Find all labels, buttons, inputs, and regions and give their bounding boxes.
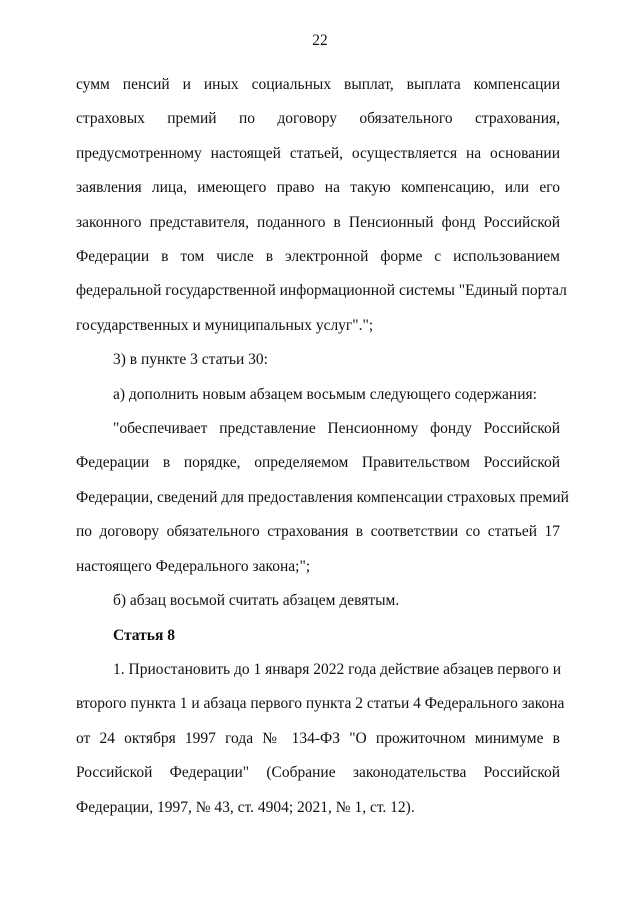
text-line: 1. Приостановить до 1 января 2022 года действие абзацев первого и — [113, 660, 562, 678]
text-line: предусмотренному настоящей статьей, осуществляется на основании — [76, 144, 560, 162]
paragraph-article-8-item-1 — [76, 653, 565, 825]
page-number: 22 — [312, 32, 328, 49]
text-line: Федерации в порядке, определяемом Правительством Российской — [76, 454, 560, 472]
document-body — [76, 68, 569, 825]
paragraph-quoted-text — [76, 412, 569, 584]
text-line: настоящего Федерального закона;"; — [76, 557, 311, 575]
text-line: второго пункта 1 и абзаца первого пункта 2 статьи 4 Федерального закона — [76, 695, 565, 713]
text-line: государственных и муниципальных услуг"."; — [76, 316, 374, 334]
text-line: от 24 октября 1997 года № 134-ФЗ "О прожиточном минимуме в — [76, 729, 560, 747]
paragraph-item-3: 3) в пункте 3 статьи 30: — [113, 351, 268, 369]
text-line: сумм пенсий и иных социальных выплат, выплата компенсации — [76, 76, 560, 93]
article-heading: Статья 8 — [113, 626, 175, 644]
text-line: Федерации в том числе в электронной форме с использованием — [76, 248, 560, 266]
text-line: по договору обязательного страхования в соответствии со статьей 17 — [76, 523, 560, 541]
text-line: страховых премий по договору обязательного страхования, — [76, 110, 560, 128]
text-line: Федерации, 1997, № 43, ст. 4904; 2021, № 1, ст. 12). — [76, 798, 415, 816]
paragraph-subitem-b: б) абзац восьмой считать абзацем девятым. — [113, 592, 400, 610]
text-line: федеральной государственной информационной системы "Единый портал — [76, 282, 567, 300]
text-line: Российской Федерации" (Собрание законодательства Российской — [76, 764, 560, 782]
text-line: Федерации, сведений для предоставления компенсации страховых премий — [76, 488, 569, 506]
text-line: "обеспечивает представление Пенсионному фонду Российской — [113, 420, 560, 438]
text-line: заявления лица, имеющего право на такую компенсацию, или его — [76, 179, 560, 197]
text-line: законного представителя, поданного в Пенсионный фонд Российской — [76, 213, 560, 231]
paragraph-subitem-a: а) дополнить новым абзацем восьмым следующего содержания: — [113, 385, 537, 403]
paragraph-continuation — [76, 68, 567, 343]
